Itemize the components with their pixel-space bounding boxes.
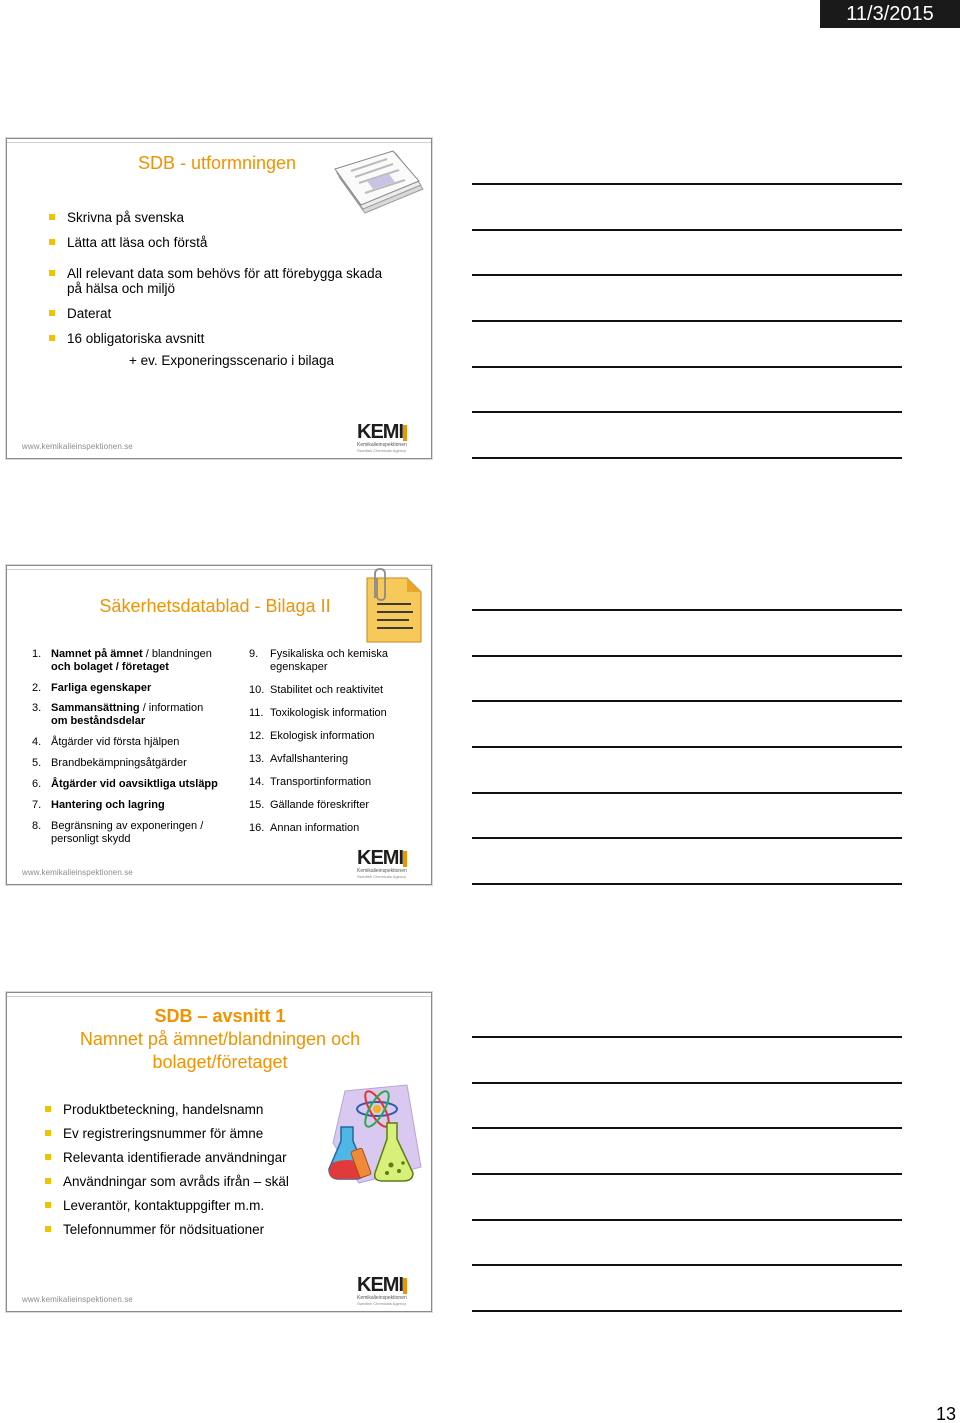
note-line (472, 1082, 902, 1084)
paper-stack-icon (327, 149, 427, 217)
list-item: Lätta att läsa och förstå (43, 235, 413, 250)
list-item: 6. Åtgärder vid oavsiktliga utsläpp (32, 778, 218, 790)
list-item: 10. Stabilitet och reaktivitet (249, 684, 384, 696)
list-item: 3. Sammansättning / information om beståndsdelar (32, 702, 204, 727)
note-line (472, 366, 902, 368)
footer-url: www.kemikalieinspektionen.se (22, 442, 133, 451)
list-item: 9. Fysikaliska och kemiska egenskaper (249, 648, 388, 673)
slide-3 (6, 992, 432, 1312)
list-item: Telefonnummer för nödsituationer (39, 1222, 339, 1237)
list-item-continuation: på hälsa och miljö (67, 281, 176, 296)
list-item: 12. Ekologisk information (249, 730, 375, 742)
list-item: 5. Brandbekämpningsåtgärder (32, 757, 187, 769)
note-line (472, 274, 902, 276)
footer-url: www.kemikalieinspektionen.se (22, 868, 133, 877)
list-item: 14. Transportinformation (249, 776, 372, 788)
note-line (472, 1127, 902, 1129)
note-line (472, 320, 902, 322)
note-line (472, 655, 902, 657)
bullet-list (39, 1102, 339, 1237)
slide-1 (6, 138, 432, 459)
list-item: 13. Avfallshantering (249, 753, 349, 765)
list-item: 4. Åtgärder vid första hjälpen (32, 736, 180, 748)
chemistry-flasks-icon (325, 1083, 425, 1195)
note-line (472, 1219, 902, 1221)
list-item: Relevanta identifierade användningar (39, 1150, 339, 1165)
note-line (472, 229, 902, 231)
note-line (472, 411, 902, 413)
slide-topline (7, 139, 431, 143)
page-number: 13 (935, 1404, 956, 1423)
footer-url: www.kemikalieinspektionen.se (22, 1295, 133, 1304)
list-item: Ev registreringsnummer för ämne (39, 1126, 339, 1141)
slide-title (27, 1005, 413, 1074)
list-item: 16 obligatoriska avsnitt (43, 331, 413, 346)
list-item: 2. Farliga egenskaper (32, 682, 152, 694)
list-item: 11. Toxikologisk information (249, 707, 387, 719)
section-list-left (32, 648, 242, 846)
bullet-list (43, 210, 413, 368)
list-item: 16. Annan information (249, 822, 360, 834)
note-line (472, 1173, 902, 1175)
note-line (472, 609, 902, 611)
note-line (472, 837, 902, 839)
note-line (472, 1264, 902, 1266)
slide-title: Säkerhetsdatablad - Bilaga II (99, 596, 331, 616)
slide-2 (6, 565, 432, 885)
slide-title: SDB - utformningen (137, 153, 297, 173)
slide-topline (7, 993, 431, 997)
slide-title-line2: Namnet på ämnet/blandningen och (79, 1029, 361, 1049)
list-item: Daterat (43, 306, 413, 321)
list-item: 7. Hantering och lagring (32, 799, 165, 811)
note-line (472, 457, 902, 459)
note-line (472, 1036, 902, 1038)
kemi-logo: KEMI Kemikalieinspektionen Swedish Chemicals Agency (357, 421, 407, 453)
header-date: 11/3/2015 (820, 0, 960, 28)
list-item: Produktbeteckning, handelsnamn (39, 1102, 339, 1117)
note-line (472, 746, 902, 748)
list-item: All relevant data som behövs för att förebygga skada (43, 266, 413, 281)
list-item: Leverantör, kontaktuppgifter m.m. (39, 1198, 339, 1213)
note-line (472, 883, 902, 885)
note-line (472, 183, 902, 185)
list-item: 8. Begränsning av exponeringen / personligt skydd (32, 820, 204, 845)
list-item-indented: + ev. Exponeringsscenario i bilaga (129, 353, 334, 368)
list-item: Användningar som avråds ifrån – skäl (39, 1174, 339, 1189)
section-list-right (249, 648, 429, 835)
note-line (472, 700, 902, 702)
slide-title-line1: SDB – avsnitt 1 (154, 1006, 286, 1026)
note-line (472, 792, 902, 794)
slide-title-line3: bolaget/företaget (152, 1052, 288, 1072)
note-line (472, 1310, 902, 1312)
kemi-logo: KEMI Kemikalieinspektionen Swedish Chemicals Agency (357, 847, 407, 879)
list-item: 1. Namnet på ämnet / blandningen och bolaget / företaget (32, 648, 212, 673)
kemi-logo: KEMI Kemikalieinspektionen Swedish Chemicals Agency (357, 1274, 407, 1306)
list-item: Skrivna på svenska (43, 210, 413, 225)
list-item: 15. Gällande föreskrifter (249, 799, 370, 811)
document-paperclip-icon (363, 568, 425, 646)
